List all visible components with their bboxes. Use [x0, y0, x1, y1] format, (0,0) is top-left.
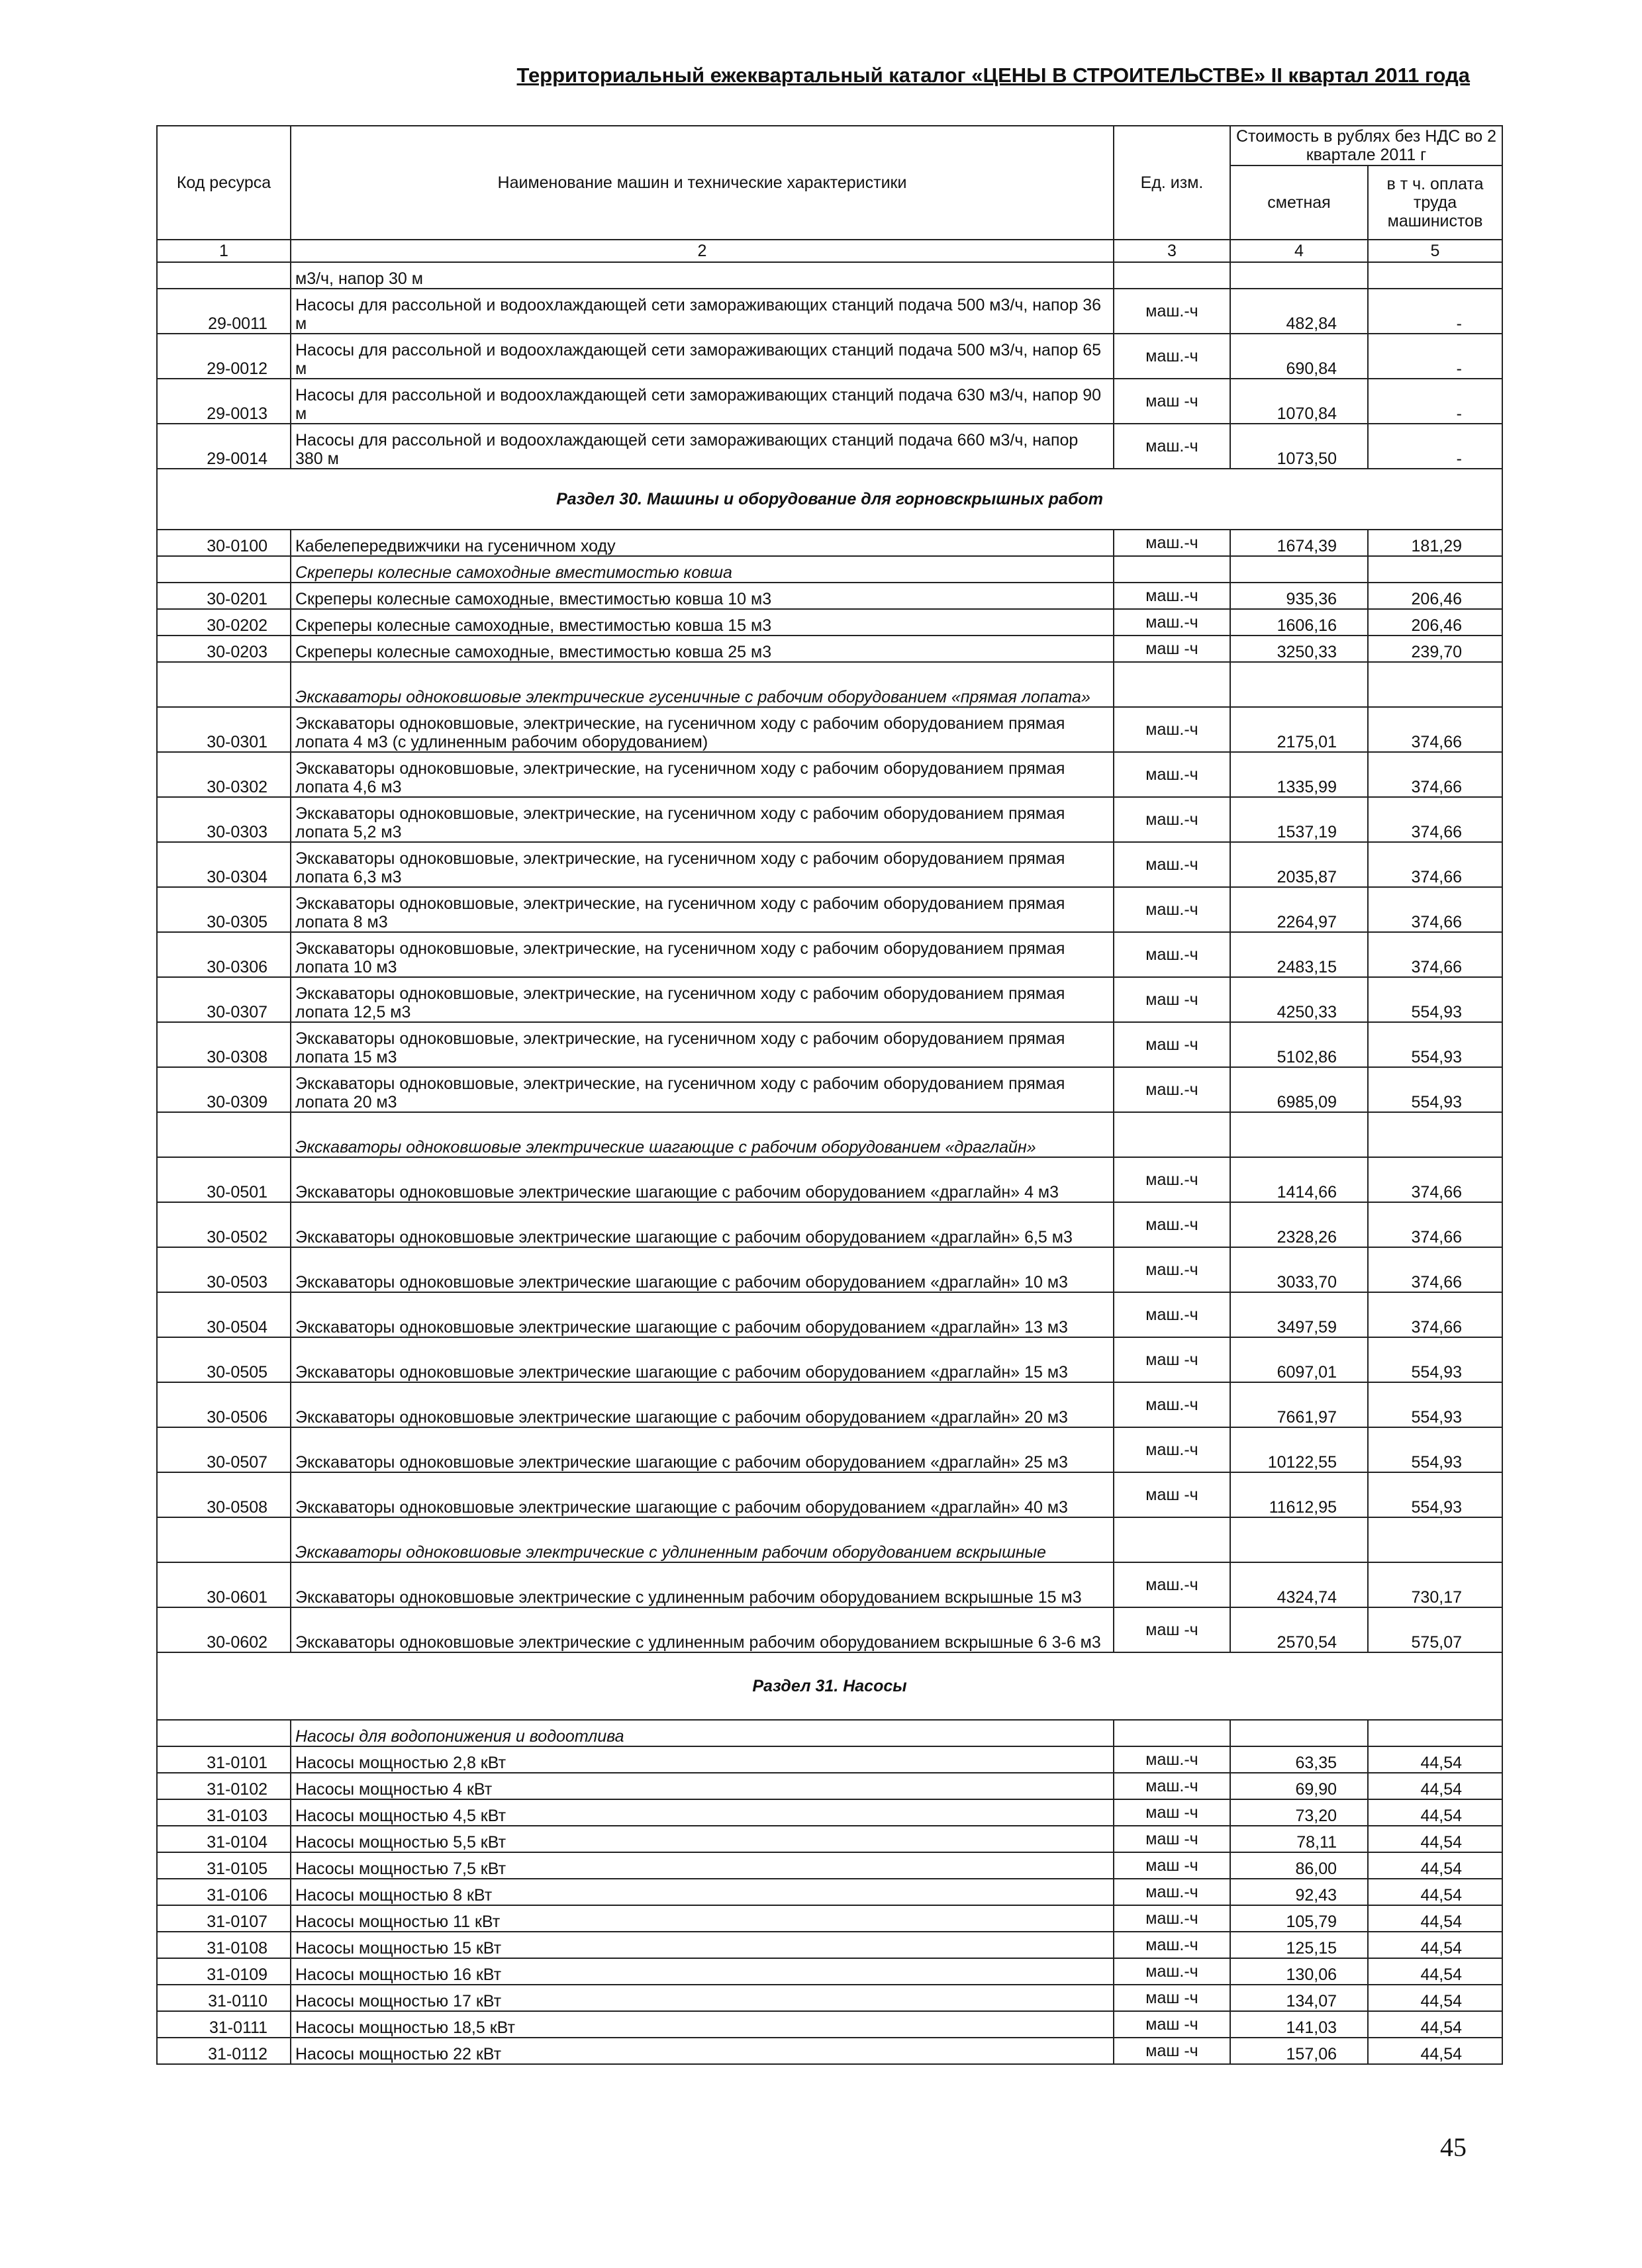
unit: маш -ч [1114, 1799, 1230, 1826]
unit: маш.-ч [1114, 1247, 1230, 1292]
machine-name: Экскаваторы одноковшовые электрические шагающие с рабочим оборудованием «драглайн» 13 м3 [291, 1292, 1114, 1337]
group-header-row [157, 1517, 1502, 1562]
group-header-row [157, 1112, 1502, 1157]
resource-code [157, 262, 291, 289]
table-row [157, 1905, 1502, 1932]
section-title: Раздел 30. Машины и оборудование для горновскрышных работ [157, 469, 1502, 530]
section-title-row [157, 1652, 1502, 1720]
unit: маш.-ч [1114, 1067, 1230, 1112]
operator-labor-cost: 181,29 [1368, 530, 1502, 556]
operator-labor-cost: 44,54 [1368, 1958, 1502, 1985]
table-row [157, 530, 1502, 556]
estimated-cost: 6097,01 [1230, 1337, 1368, 1382]
estimated-cost: 73,20 [1230, 1799, 1368, 1826]
estimated-cost: 3250,33 [1230, 636, 1368, 662]
machine-name: Экскаваторы одноковшовые электрические шагающие с рабочим оборудованием «драглайн» 10 м3 [291, 1247, 1114, 1292]
resource-code: 30-0307 [157, 977, 291, 1022]
unit: маш.-ч [1114, 1292, 1230, 1337]
machine-name: Экскаваторы одноковшовые электрические шагающие с рабочим оборудованием «драглайн» 6,5 м3 [291, 1202, 1114, 1247]
unit: маш -ч [1114, 1985, 1230, 2011]
unit: маш -ч [1114, 1022, 1230, 1067]
unit: маш -ч [1114, 379, 1230, 424]
resource-code: 30-0306 [157, 932, 291, 977]
machine-name: Насосы для рассольной и водоохлаждающей сети замораживающих станций подача 630 м3/ч, напор 90 м [291, 379, 1114, 424]
estimated-cost: 69,90 [1230, 1773, 1368, 1799]
estimated-cost: 2035,87 [1230, 842, 1368, 887]
table-row [157, 1337, 1502, 1382]
machine-name: Экскаваторы одноковшовые электрические шагающие с рабочим оборудованием «драглайн» 20 м3 [291, 1382, 1114, 1427]
unit: маш.-ч [1114, 289, 1230, 334]
operator-labor-cost: 239,70 [1368, 636, 1502, 662]
resource-code: 30-0501 [157, 1157, 291, 1202]
operator-labor-cost: 44,54 [1368, 2038, 1502, 2064]
machine-name: Экскаваторы одноковшовые, электрические, на гусеничном ходу с рабочим оборудованием прямая лопата 12,5 м3 [291, 977, 1114, 1022]
resource-code: 31-0104 [157, 1826, 291, 1852]
group-name: Насосы для водопонижения и водоотлива [291, 1720, 1114, 1746]
estimated-cost: 482,84 [1230, 289, 1368, 334]
unit: маш.-ч [1114, 1932, 1230, 1958]
machine-name: Насосы мощностью 8 кВт [291, 1879, 1114, 1905]
unit: маш.-ч [1114, 1905, 1230, 1932]
operator-labor-cost: 44,54 [1368, 1852, 1502, 1879]
operator-labor-cost: 374,66 [1368, 1157, 1502, 1202]
header-unit: Ед. изм. [1114, 126, 1230, 240]
operator-labor-cost: - [1368, 424, 1502, 469]
machine-name: Насосы мощностью 4 кВт [291, 1773, 1114, 1799]
column-number: 3 [1114, 240, 1230, 262]
group-header-row [157, 1720, 1502, 1746]
resource-code: 31-0107 [157, 1905, 291, 1932]
table-row [157, 424, 1502, 469]
unit: маш.-ч [1114, 1562, 1230, 1607]
resource-code: 30-0503 [157, 1247, 291, 1292]
estimated-cost: 3033,70 [1230, 1247, 1368, 1292]
machine-name: Экскаваторы одноковшовые, электрические, на гусеничном ходу с рабочим оборудованием прямая лопата 5,2 м3 [291, 797, 1114, 842]
machine-name: Насосы мощностью 4,5 кВт [291, 1799, 1114, 1826]
resource-code: 31-0109 [157, 1958, 291, 1985]
unit: маш.-ч [1114, 1746, 1230, 1773]
table-row [157, 1157, 1502, 1202]
resource-code: 29-0013 [157, 379, 291, 424]
group-header-row [157, 556, 1502, 583]
estimated-cost: 5102,86 [1230, 1022, 1368, 1067]
table-row [157, 1562, 1502, 1607]
resource-code: 31-0102 [157, 1773, 291, 1799]
estimated-cost: 4250,33 [1230, 977, 1368, 1022]
page-header: Территориальный ежеквартальный каталог «ЦЕНЫ В СТРОИТЕЛЬСТВЕ» II квартал 2011 года [516, 64, 1470, 87]
resource-code: 29-0014 [157, 424, 291, 469]
group-name: Экскаваторы одноковшовые электрические гусеничные с рабочим оборудованием «прямая лопата» [291, 662, 1114, 707]
resource-code: 30-0201 [157, 583, 291, 609]
labor-cost-cell [1368, 1517, 1502, 1562]
operator-labor-cost: 554,93 [1368, 1067, 1502, 1112]
resource-code-cell [157, 1720, 291, 1746]
unit: маш -ч [1114, 1607, 1230, 1652]
estimated-cost: 125,15 [1230, 1932, 1368, 1958]
resource-code: 30-0508 [157, 1472, 291, 1517]
resource-code-cell [157, 662, 291, 707]
resource-code: 30-0304 [157, 842, 291, 887]
estimated-cost [1230, 262, 1368, 289]
resource-code: 31-0110 [157, 1985, 291, 2011]
unit: маш -ч [1114, 1472, 1230, 1517]
machine-name: Скреперы колесные самоходные, вместимостью ковша 25 м3 [291, 636, 1114, 662]
estimated-cost: 7661,97 [1230, 1382, 1368, 1427]
table-row [157, 1607, 1502, 1652]
machine-name: Экскаваторы одноковшовые электрические с удлиненным рабочим оборудованием вскрышные 15 м3 [291, 1562, 1114, 1607]
unit-cell [1114, 556, 1230, 583]
estimated-cost: 78,11 [1230, 1826, 1368, 1852]
machine-name: Насосы мощностью 2,8 кВт [291, 1746, 1114, 1773]
labor-cost-cell [1368, 662, 1502, 707]
section-title: Раздел 31. Насосы [157, 1652, 1502, 1720]
unit-cell [1114, 1720, 1230, 1746]
table-row [157, 636, 1502, 662]
resource-code: 30-0601 [157, 1562, 291, 1607]
operator-labor-cost: 374,66 [1368, 752, 1502, 797]
estimated-cost: 10122,55 [1230, 1427, 1368, 1472]
table-row [157, 1292, 1502, 1337]
unit-cell [1114, 662, 1230, 707]
resource-code: 31-0101 [157, 1746, 291, 1773]
resource-code: 30-0502 [157, 1202, 291, 1247]
operator-labor-cost: 374,66 [1368, 1247, 1502, 1292]
unit-cell [1114, 1112, 1230, 1157]
header-cost-group: Стоимость в рублях без НДС во 2 квартале 2011 г [1230, 126, 1502, 165]
operator-labor-cost: - [1368, 289, 1502, 334]
machine-name: Экскаваторы одноковшовые, электрические, на гусеничном ходу с рабочим оборудованием прямая лопата 4,6 м3 [291, 752, 1114, 797]
estimated-cost: 1674,39 [1230, 530, 1368, 556]
estimated-cost: 1537,19 [1230, 797, 1368, 842]
operator-labor-cost: 44,54 [1368, 1826, 1502, 1852]
unit: маш.-ч [1114, 334, 1230, 379]
estimated-cost: 935,36 [1230, 583, 1368, 609]
estimated-cost: 157,06 [1230, 2038, 1368, 2064]
machine-name: Насосы мощностью 5,5 кВт [291, 1826, 1114, 1852]
table-row [157, 1067, 1502, 1112]
unit: маш.-ч [1114, 1879, 1230, 1905]
header-code: Код ресурса [157, 126, 291, 240]
resource-code: 31-0108 [157, 1932, 291, 1958]
resource-code: 30-0506 [157, 1382, 291, 1427]
operator-labor-cost: 44,54 [1368, 1879, 1502, 1905]
resource-code: 31-0106 [157, 1879, 291, 1905]
group-name: Экскаваторы одноковшовые электрические с удлиненным рабочим оборудованием вскрышные [291, 1517, 1114, 1562]
operator-labor-cost: 554,93 [1368, 1022, 1502, 1067]
machine-name: Кабелепередвижчики на гусеничном ходу [291, 530, 1114, 556]
cost-cell [1230, 662, 1368, 707]
estimated-cost: 2264,97 [1230, 887, 1368, 932]
table-row [157, 1773, 1502, 1799]
cost-cell [1230, 556, 1368, 583]
machine-name: Насосы мощностью 16 кВт [291, 1958, 1114, 1985]
resource-code: 30-0301 [157, 707, 291, 752]
unit: маш.-ч [1114, 1382, 1230, 1427]
page-number: 45 [1440, 2132, 1467, 2162]
unit [1114, 262, 1230, 289]
resource-code: 31-0105 [157, 1852, 291, 1879]
machine-name: Насосы мощностью 15 кВт [291, 1932, 1114, 1958]
unit: маш -ч [1114, 2038, 1230, 2064]
unit: маш.-ч [1114, 609, 1230, 636]
estimated-cost: 1070,84 [1230, 379, 1368, 424]
unit: маш.-ч [1114, 797, 1230, 842]
resource-code: 29-0012 [157, 334, 291, 379]
table-row [157, 1247, 1502, 1292]
resource-code: 30-0602 [157, 1607, 291, 1652]
cost-cell [1230, 1112, 1368, 1157]
table-row [157, 1852, 1502, 1879]
table-row [157, 262, 1502, 289]
machine-name: Скреперы колесные самоходные, вместимостью ковша 10 м3 [291, 583, 1114, 609]
operator-labor-cost: 44,54 [1368, 1799, 1502, 1826]
resource-code-cell [157, 1112, 291, 1157]
unit: маш.-ч [1114, 1773, 1230, 1799]
machine-name: Насосы мощностью 11 кВт [291, 1905, 1114, 1932]
unit: маш.-ч [1114, 842, 1230, 887]
labor-cost-cell [1368, 1720, 1502, 1746]
group-name: Скреперы колесные самоходные вместимостью ковша [291, 556, 1114, 583]
table-row [157, 1799, 1502, 1826]
estimated-cost: 141,03 [1230, 2011, 1368, 2038]
table-row [157, 1472, 1502, 1517]
operator-labor-cost: 44,54 [1368, 1985, 1502, 2011]
estimated-cost: 1414,66 [1230, 1157, 1368, 1202]
table-body [157, 262, 1502, 2064]
section-title-row [157, 469, 1502, 530]
estimated-cost: 92,43 [1230, 1879, 1368, 1905]
machine-name: м3/ч, напор 30 м [291, 262, 1114, 289]
machine-name: Скреперы колесные самоходные, вместимостью ковша 15 м3 [291, 609, 1114, 636]
estimated-cost: 6985,09 [1230, 1067, 1368, 1112]
machine-name: Экскаваторы одноковшовые, электрические, на гусеничном ходу с рабочим оборудованием прямая лопата 4 м3 (с удлиненным рабочим оборудованием) [291, 707, 1114, 752]
table-row [157, 752, 1502, 797]
unit: маш.-ч [1114, 707, 1230, 752]
price-table [156, 125, 1503, 2065]
header-cost: сметная [1230, 165, 1368, 240]
estimated-cost: 690,84 [1230, 334, 1368, 379]
table-row [157, 1879, 1502, 1905]
column-number: 4 [1230, 240, 1368, 262]
operator-labor-cost: 44,54 [1368, 1932, 1502, 1958]
resource-code: 30-0308 [157, 1022, 291, 1067]
table-row [157, 1985, 1502, 2011]
operator-labor-cost: 374,66 [1368, 1202, 1502, 1247]
operator-labor-cost: 206,46 [1368, 609, 1502, 636]
estimated-cost: 2570,54 [1230, 1607, 1368, 1652]
estimated-cost: 2175,01 [1230, 707, 1368, 752]
estimated-cost: 11612,95 [1230, 1472, 1368, 1517]
estimated-cost: 105,79 [1230, 1905, 1368, 1932]
unit: маш.-ч [1114, 932, 1230, 977]
operator-labor-cost: 44,54 [1368, 1746, 1502, 1773]
operator-labor-cost: 554,93 [1368, 1337, 1502, 1382]
table-row [157, 289, 1502, 334]
unit: маш.-ч [1114, 887, 1230, 932]
estimated-cost: 1606,16 [1230, 609, 1368, 636]
unit: маш -ч [1114, 1826, 1230, 1852]
operator-labor-cost: 44,54 [1368, 2011, 1502, 2038]
table-row [157, 1958, 1502, 1985]
machine-name: Насосы мощностью 22 кВт [291, 2038, 1114, 2064]
table-row [157, 1746, 1502, 1773]
operator-labor-cost: - [1368, 334, 1502, 379]
column-number: 1 [157, 240, 291, 262]
estimated-cost: 3497,59 [1230, 1292, 1368, 1337]
operator-labor-cost: 44,54 [1368, 1773, 1502, 1799]
estimated-cost: 130,06 [1230, 1958, 1368, 1985]
unit: маш.-ч [1114, 583, 1230, 609]
resource-code: 30-0302 [157, 752, 291, 797]
estimated-cost: 1335,99 [1230, 752, 1368, 797]
operator-labor-cost: 374,66 [1368, 797, 1502, 842]
machine-name: Экскаваторы одноковшовые электрические шагающие с рабочим оборудованием «драглайн» 4 м3 [291, 1157, 1114, 1202]
table-row [157, 334, 1502, 379]
operator-labor-cost [1368, 262, 1502, 289]
operator-labor-cost: 374,66 [1368, 707, 1502, 752]
table-row [157, 2011, 1502, 2038]
table-row [157, 583, 1502, 609]
unit: маш.-ч [1114, 424, 1230, 469]
machine-name: Экскаваторы одноковшовые, электрические, на гусеничном ходу с рабочим оборудованием прямая лопата 15 м3 [291, 1022, 1114, 1067]
resource-code: 30-0202 [157, 609, 291, 636]
machine-name: Экскаваторы одноковшовые, электрические, на гусеничном ходу с рабочим оборудованием прямая лопата 8 м3 [291, 887, 1114, 932]
machine-name: Экскаваторы одноковшовые, электрические, на гусеничном ходу с рабочим оборудованием прямая лопата 6,3 м3 [291, 842, 1114, 887]
table-row [157, 977, 1502, 1022]
unit: маш -ч [1114, 2011, 1230, 2038]
header-name: Наименование машин и технические характеристики [291, 126, 1114, 240]
machine-name: Насосы мощностью 18,5 кВт [291, 2011, 1114, 2038]
table-row [157, 1427, 1502, 1472]
unit: маш.-ч [1114, 1427, 1230, 1472]
machine-name: Экскаваторы одноковшовые электрические шагающие с рабочим оборудованием «драглайн» 25 м3 [291, 1427, 1114, 1472]
unit: маш -ч [1114, 636, 1230, 662]
machine-name: Насосы мощностью 7,5 кВт [291, 1852, 1114, 1879]
table-row [157, 932, 1502, 977]
machine-name: Насосы мощностью 17 кВт [291, 1985, 1114, 2011]
machine-name: Насосы для рассольной и водоохлаждающей сети замораживающих станций подача 660 м3/ч, напор 380 м [291, 424, 1114, 469]
operator-labor-cost: 575,07 [1368, 1607, 1502, 1652]
resource-code: 30-0303 [157, 797, 291, 842]
machine-name: Экскаваторы одноковшовые электрические шагающие с рабочим оборудованием «драглайн» 15 м3 [291, 1337, 1114, 1382]
estimated-cost: 4324,74 [1230, 1562, 1368, 1607]
group-header-row [157, 662, 1502, 707]
resource-code: 30-0309 [157, 1067, 291, 1112]
operator-labor-cost: 554,93 [1368, 1472, 1502, 1517]
operator-labor-cost: - [1368, 379, 1502, 424]
table-row [157, 887, 1502, 932]
unit: маш.-ч [1114, 1157, 1230, 1202]
table-row [157, 1826, 1502, 1852]
unit: маш.-ч [1114, 1202, 1230, 1247]
resource-code: 30-0507 [157, 1427, 291, 1472]
resource-code: 30-0203 [157, 636, 291, 662]
resource-code: 30-0504 [157, 1292, 291, 1337]
unit: маш.-ч [1114, 752, 1230, 797]
column-number: 2 [291, 240, 1114, 262]
operator-labor-cost: 206,46 [1368, 583, 1502, 609]
machine-name: Экскаваторы одноковшовые электрические с удлиненным рабочим оборудованием вскрышные 6 3-6 м3 [291, 1607, 1114, 1652]
unit: маш -ч [1114, 1337, 1230, 1382]
resource-code: 31-0111 [157, 2011, 291, 2038]
cost-cell [1230, 1720, 1368, 1746]
machine-name: Экскаваторы одноковшовые, электрические, на гусеничном ходу с рабочим оборудованием прямая лопата 20 м3 [291, 1067, 1114, 1112]
unit-cell [1114, 1517, 1230, 1562]
operator-labor-cost: 554,93 [1368, 1427, 1502, 1472]
table-row [157, 379, 1502, 424]
table-row [157, 1932, 1502, 1958]
operator-labor-cost: 374,66 [1368, 1292, 1502, 1337]
operator-labor-cost: 374,66 [1368, 932, 1502, 977]
estimated-cost: 2483,15 [1230, 932, 1368, 977]
unit: маш -ч [1114, 977, 1230, 1022]
machine-name: Насосы для рассольной и водоохлаждающей сети замораживающих станций подача 500 м3/ч, напор 36 м [291, 289, 1114, 334]
table-row [157, 842, 1502, 887]
machine-name: Экскаваторы одноковшовые электрические шагающие с рабочим оборудованием «драглайн» 40 м3 [291, 1472, 1114, 1517]
table-row [157, 1382, 1502, 1427]
operator-labor-cost: 44,54 [1368, 1905, 1502, 1932]
resource-code: 30-0100 [157, 530, 291, 556]
operator-labor-cost: 730,17 [1368, 1562, 1502, 1607]
estimated-cost: 63,35 [1230, 1746, 1368, 1773]
unit: маш.-ч [1114, 530, 1230, 556]
table-row [157, 707, 1502, 752]
table-row [157, 1022, 1502, 1067]
table-row [157, 609, 1502, 636]
operator-labor-cost: 554,93 [1368, 977, 1502, 1022]
machine-name: Экскаваторы одноковшовые, электрические, на гусеничном ходу с рабочим оборудованием прямая лопата 10 м3 [291, 932, 1114, 977]
header-labor: в т ч. оплата труда машинистов [1368, 165, 1502, 240]
labor-cost-cell [1368, 556, 1502, 583]
column-number: 5 [1368, 240, 1502, 262]
estimated-cost: 134,07 [1230, 1985, 1368, 2011]
labor-cost-cell [1368, 1112, 1502, 1157]
unit: маш.-ч [1114, 1958, 1230, 1985]
operator-labor-cost: 554,93 [1368, 1382, 1502, 1427]
resource-code-cell [157, 1517, 291, 1562]
operator-labor-cost: 374,66 [1368, 842, 1502, 887]
cost-cell [1230, 1517, 1368, 1562]
unit: маш -ч [1114, 1852, 1230, 1879]
machine-name: Насосы для рассольной и водоохлаждающей сети замораживающих станций подача 500 м3/ч, напор 65 м [291, 334, 1114, 379]
operator-labor-cost: 374,66 [1368, 887, 1502, 932]
table-row [157, 797, 1502, 842]
table-row [157, 1202, 1502, 1247]
estimated-cost: 1073,50 [1230, 424, 1368, 469]
group-name: Экскаваторы одноковшовые электрические шагающие с рабочим оборудованием «драглайн» [291, 1112, 1114, 1157]
resource-code: 30-0505 [157, 1337, 291, 1382]
estimated-cost: 2328,26 [1230, 1202, 1368, 1247]
resource-code: 31-0112 [157, 2038, 291, 2064]
estimated-cost: 86,00 [1230, 1852, 1368, 1879]
resource-code-cell [157, 556, 291, 583]
resource-code: 30-0305 [157, 887, 291, 932]
table-row [157, 2038, 1502, 2064]
resource-code: 31-0103 [157, 1799, 291, 1826]
resource-code: 29-0011 [157, 289, 291, 334]
